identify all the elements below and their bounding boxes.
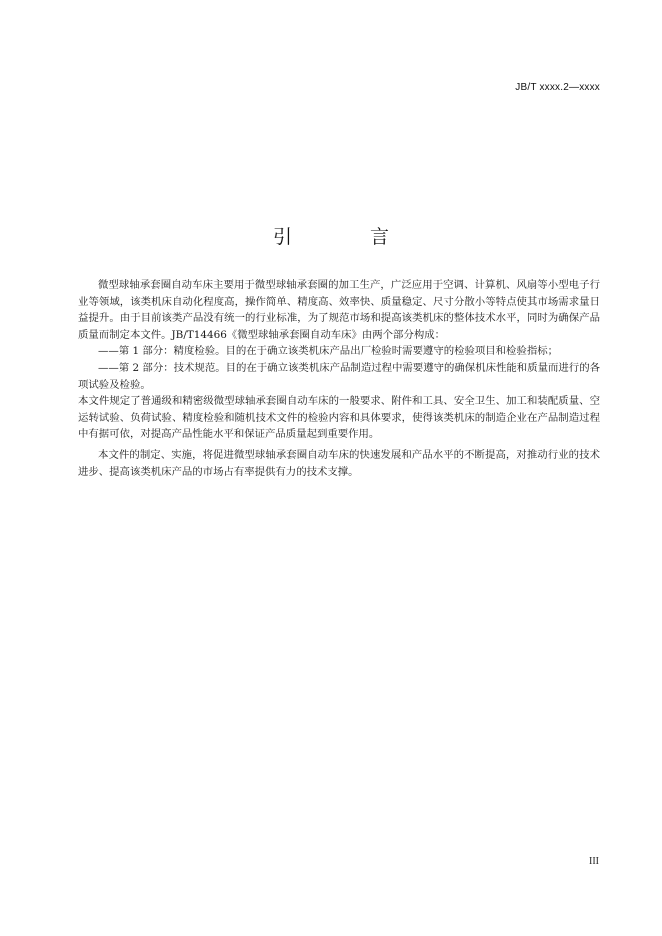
part-2-item: ——第 2 部分：技术规范。目的在于确立该类机床产品制造过程中需要遵守的确保机床性能和质量而进行的各项试验及检验。 [78,361,600,391]
scope-paragraph: 本文件规定了普通级和精密级微型球轴承套圈自动车床的一般要求、附件和工具、安全卫生、加工和装配质量、空运转试验、负荷试验、精度检验和随机技术文件的检验内容和具体要求，使得该类机床的制造企业在产品制造过程中有据可依，对提高产品性能水平和保证产品质量起到重要作用。 [78,395,600,441]
page-title: 引 言 [272,226,426,248]
impact-paragraph: 本文件的制定、实施，将促进微型球轴承套圈自动车床的快速发展和产品水平的不断提高，对推动行业的技术进步、提高该类机床产品的市场占有率提供有力的技术支撑。 [78,448,600,478]
document-body [78,277,600,480]
intro-paragraph: 微型球轴承套圈自动车床主要用于微型球轴承套圈的加工生产，广泛应用于空调、计算机、风扇等小型电子行业等领域，该类机床自动化程度高，操作简单、精度高、效率快、质量稳定、尺寸分散小等特点使其市场需求量日益提升。由于目前该类产品没有统一的行业标准，为了规范市场和提高该类机床的整体技术水平，同时为确保产品质量而制定本文件。JB/T14466《微型球轴承套圈自动车床》由两个部分构成： [78,279,600,341]
page-number: III [589,856,599,867]
standard-number: JB/T xxxx.2—xxxx [515,82,600,93]
part-1-item: ——第 1 部分：精度检验。目的在于确立该类机床产品出厂检验时需要遵守的检验项目和检验指标； [98,345,559,358]
